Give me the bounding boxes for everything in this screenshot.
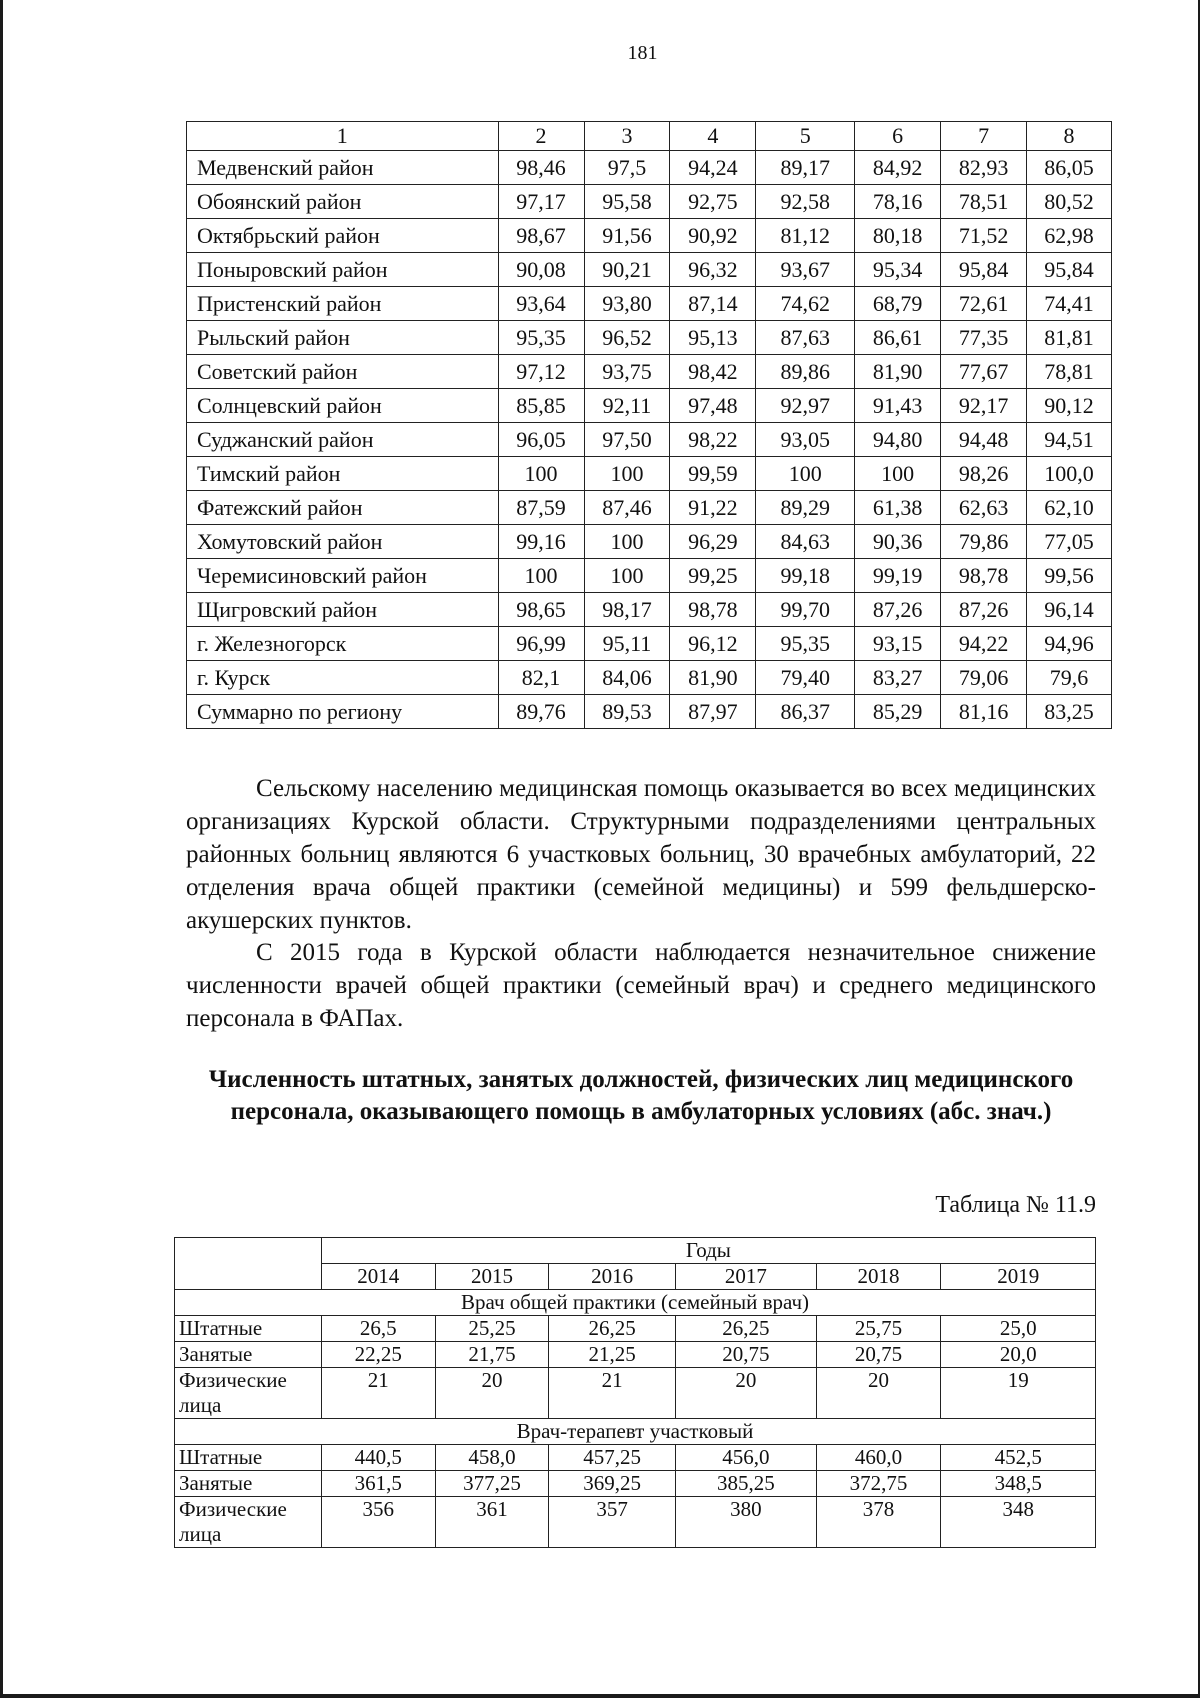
year-header: 2019 bbox=[941, 1264, 1096, 1290]
table-cell: 82,1 bbox=[498, 661, 584, 695]
table-cell: 81,16 bbox=[941, 695, 1027, 729]
table-cell: 100 bbox=[584, 559, 670, 593]
table-cell: 68,79 bbox=[855, 287, 941, 321]
years-label-row bbox=[175, 1238, 1096, 1264]
table-cell: 87,63 bbox=[756, 321, 855, 355]
table-cell: 62,98 bbox=[1027, 219, 1112, 253]
district-name: Обоянский район bbox=[187, 185, 499, 219]
table-cell: 80,18 bbox=[855, 219, 941, 253]
year-header: 2016 bbox=[549, 1264, 676, 1290]
table-cell: 87,97 bbox=[670, 695, 756, 729]
table-cell: 19 bbox=[941, 1368, 1096, 1419]
corner-cell bbox=[175, 1238, 322, 1290]
table-cell: 26,5 bbox=[321, 1316, 435, 1342]
paragraph-rural-care: Сельскому населению медицинская помощь оказывается во всех медицинских организациях Курской области. Структурными подразделениями центральных районных больниц являются 6 участковых больниц, 30 врачебных амбулаторий, 22 отделения врача общей практики (семейной медицины) и 599 фельдшерско-акушерских пунктов. bbox=[186, 775, 1096, 934]
table-cell: 80,52 bbox=[1027, 185, 1112, 219]
table-row bbox=[187, 525, 1112, 559]
district-name: Суммарно по региону bbox=[187, 695, 499, 729]
table-cell: 20 bbox=[816, 1368, 941, 1419]
table-cell: 98,22 bbox=[670, 423, 756, 457]
table-cell: 92,75 bbox=[670, 185, 756, 219]
table-row bbox=[187, 491, 1112, 525]
table-cell: 87,26 bbox=[855, 593, 941, 627]
column-number: 4 bbox=[670, 122, 756, 151]
table-cell: 99,56 bbox=[1027, 559, 1112, 593]
table-cell: 96,32 bbox=[670, 253, 756, 287]
staff-table bbox=[174, 1237, 1096, 1548]
table-row bbox=[187, 559, 1112, 593]
table-cell: 26,25 bbox=[549, 1316, 676, 1342]
district-name: Пристенский район bbox=[187, 287, 499, 321]
table-cell: 20 bbox=[676, 1368, 817, 1419]
section-title-cell: Врач общей практики (семейный врач) bbox=[175, 1290, 1096, 1316]
table-cell: 90,12 bbox=[1027, 389, 1112, 423]
district-name: Рыльский район bbox=[187, 321, 499, 355]
table-cell: 94,22 bbox=[941, 627, 1027, 661]
scan-edge-left bbox=[0, 0, 3, 1698]
table-cell: 26,25 bbox=[676, 1316, 817, 1342]
table-cell: 92,17 bbox=[941, 389, 1027, 423]
table-cell: 77,67 bbox=[941, 355, 1027, 389]
table-cell: 79,06 bbox=[941, 661, 1027, 695]
table-cell: 77,05 bbox=[1027, 525, 1112, 559]
table-cell: 78,81 bbox=[1027, 355, 1112, 389]
column-number: 1 bbox=[187, 122, 499, 151]
table-cell: 87,46 bbox=[584, 491, 670, 525]
table-cell: 377,25 bbox=[435, 1471, 549, 1497]
table-cell: 100 bbox=[855, 457, 941, 491]
table-cell: 20 bbox=[435, 1368, 549, 1419]
table-cell: 95,84 bbox=[941, 253, 1027, 287]
district-name: Октябрьский район bbox=[187, 219, 499, 253]
column-number: 7 bbox=[941, 122, 1027, 151]
row-label: Штатные bbox=[175, 1316, 322, 1342]
year-header: 2015 bbox=[435, 1264, 549, 1290]
table-cell: 71,52 bbox=[941, 219, 1027, 253]
table-cell: 89,76 bbox=[498, 695, 584, 729]
table-cell: 83,25 bbox=[1027, 695, 1112, 729]
table-row bbox=[187, 151, 1112, 185]
table-row bbox=[187, 627, 1112, 661]
table-cell: 96,12 bbox=[670, 627, 756, 661]
row-label: Занятые bbox=[175, 1342, 322, 1368]
table-cell: 458,0 bbox=[435, 1445, 549, 1471]
table-cell: 100 bbox=[584, 457, 670, 491]
table-cell: 90,08 bbox=[498, 253, 584, 287]
table-row bbox=[187, 185, 1112, 219]
table-cell: 92,97 bbox=[756, 389, 855, 423]
table-row bbox=[187, 253, 1112, 287]
table-cell: 98,26 bbox=[941, 457, 1027, 491]
district-name: Поныровский район bbox=[187, 253, 499, 287]
district-percent-table bbox=[186, 121, 1112, 729]
table-cell: 91,22 bbox=[670, 491, 756, 525]
district-name: Советский район bbox=[187, 355, 499, 389]
table-cell: 357 bbox=[549, 1497, 676, 1548]
table-cell: 93,05 bbox=[756, 423, 855, 457]
table-cell: 21 bbox=[549, 1368, 676, 1419]
table-cell: 89,53 bbox=[584, 695, 670, 729]
row-label: Физические лица bbox=[175, 1368, 322, 1419]
table-row bbox=[175, 1497, 1096, 1548]
table-cell: 95,34 bbox=[855, 253, 941, 287]
table-cell: 380 bbox=[676, 1497, 817, 1548]
table-cell: 94,80 bbox=[855, 423, 941, 457]
table-row bbox=[187, 355, 1112, 389]
table-cell: 89,86 bbox=[756, 355, 855, 389]
table-cell: 77,35 bbox=[941, 321, 1027, 355]
table-row bbox=[187, 287, 1112, 321]
table-row bbox=[187, 219, 1112, 253]
table-cell: 84,63 bbox=[756, 525, 855, 559]
district-name: Фатежский район bbox=[187, 491, 499, 525]
table-cell: 95,35 bbox=[498, 321, 584, 355]
table-cell: 81,90 bbox=[855, 355, 941, 389]
table-cell: 95,58 bbox=[584, 185, 670, 219]
year-header: 2014 bbox=[321, 1264, 435, 1290]
row-label: Занятые bbox=[175, 1471, 322, 1497]
table-row bbox=[175, 1445, 1096, 1471]
district-name: Суджанский район bbox=[187, 423, 499, 457]
column-number: 3 bbox=[584, 122, 670, 151]
row-label: Штатные bbox=[175, 1445, 322, 1471]
table-cell: 96,14 bbox=[1027, 593, 1112, 627]
table-cell: 85,85 bbox=[498, 389, 584, 423]
column-number: 8 bbox=[1027, 122, 1112, 151]
year-header: 2018 bbox=[816, 1264, 941, 1290]
table-cell: 95,35 bbox=[756, 627, 855, 661]
table-cell: 98,78 bbox=[941, 559, 1027, 593]
table-cell: 21,75 bbox=[435, 1342, 549, 1368]
table-cell: 74,41 bbox=[1027, 287, 1112, 321]
table-cell: 86,61 bbox=[855, 321, 941, 355]
table-cell: 90,21 bbox=[584, 253, 670, 287]
table-cell: 98,17 bbox=[584, 593, 670, 627]
table-cell: 97,48 bbox=[670, 389, 756, 423]
table-cell: 98,42 bbox=[670, 355, 756, 389]
district-name: Солнцевский район bbox=[187, 389, 499, 423]
table-cell: 100,0 bbox=[1027, 457, 1112, 491]
years-label: Годы bbox=[321, 1238, 1095, 1264]
table-cell: 92,58 bbox=[756, 185, 855, 219]
district-name: Медвенский район bbox=[187, 151, 499, 185]
table-cell: 86,05 bbox=[1027, 151, 1112, 185]
row-label: Физические лица bbox=[175, 1497, 322, 1548]
table-cell: 97,17 bbox=[498, 185, 584, 219]
table-cell: 81,81 bbox=[1027, 321, 1112, 355]
table-cell: 20,75 bbox=[676, 1342, 817, 1368]
table-cell: 99,18 bbox=[756, 559, 855, 593]
table-cell: 87,14 bbox=[670, 287, 756, 321]
column-number: 5 bbox=[756, 122, 855, 151]
table-cell: 100 bbox=[498, 559, 584, 593]
table-cell: 62,63 bbox=[941, 491, 1027, 525]
table-cell: 87,26 bbox=[941, 593, 1027, 627]
table-row bbox=[187, 423, 1112, 457]
table-cell: 457,25 bbox=[549, 1445, 676, 1471]
year-header: 2017 bbox=[676, 1264, 817, 1290]
section-row bbox=[175, 1419, 1096, 1445]
table-cell: 79,86 bbox=[941, 525, 1027, 559]
table-caption: Таблица № 11.9 bbox=[935, 1192, 1096, 1218]
table-cell: 82,93 bbox=[941, 151, 1027, 185]
table-cell: 84,92 bbox=[855, 151, 941, 185]
table-cell: 98,65 bbox=[498, 593, 584, 627]
table-cell: 99,25 bbox=[670, 559, 756, 593]
table-cell: 95,84 bbox=[1027, 253, 1112, 287]
table-cell: 94,24 bbox=[670, 151, 756, 185]
table-row bbox=[175, 1368, 1096, 1419]
district-name: Черемисиновский район bbox=[187, 559, 499, 593]
table-cell: 99,59 bbox=[670, 457, 756, 491]
district-name: г. Курск bbox=[187, 661, 499, 695]
table-row bbox=[187, 661, 1112, 695]
table-cell: 98,78 bbox=[670, 593, 756, 627]
paragraph-staff-trend: С 2015 года в Курской области наблюдается незначительное снижение численности врачей общей практики (семейный врач) и среднего медицинского персонала в ФАПах. bbox=[186, 939, 1096, 1032]
table-cell: 100 bbox=[498, 457, 584, 491]
table-cell: 21,25 bbox=[549, 1342, 676, 1368]
table-row bbox=[187, 389, 1112, 423]
table-cell: 93,80 bbox=[584, 287, 670, 321]
table-cell: 79,40 bbox=[756, 661, 855, 695]
table-cell: 378 bbox=[816, 1497, 941, 1548]
table-cell: 93,64 bbox=[498, 287, 584, 321]
table-cell: 99,19 bbox=[855, 559, 941, 593]
table-cell: 369,25 bbox=[549, 1471, 676, 1497]
table-cell: 81,12 bbox=[756, 219, 855, 253]
table-cell: 61,38 bbox=[855, 491, 941, 525]
table-cell: 89,29 bbox=[756, 491, 855, 525]
table-cell: 91,43 bbox=[855, 389, 941, 423]
table-cell: 456,0 bbox=[676, 1445, 817, 1471]
table-cell: 385,25 bbox=[676, 1471, 817, 1497]
table-cell: 89,17 bbox=[756, 151, 855, 185]
table-cell: 91,56 bbox=[584, 219, 670, 253]
page-number: 181 bbox=[627, 42, 658, 64]
table-cell: 361,5 bbox=[321, 1471, 435, 1497]
table-cell: 74,62 bbox=[756, 287, 855, 321]
table-cell: 452,5 bbox=[941, 1445, 1096, 1471]
table-cell: 96,05 bbox=[498, 423, 584, 457]
table-cell: 97,12 bbox=[498, 355, 584, 389]
table-cell: 440,5 bbox=[321, 1445, 435, 1471]
table-row bbox=[187, 457, 1112, 491]
table-cell: 93,67 bbox=[756, 253, 855, 287]
table-cell: 98,46 bbox=[498, 151, 584, 185]
table-cell: 100 bbox=[584, 525, 670, 559]
table-cell: 20,75 bbox=[816, 1342, 941, 1368]
table-cell: 84,06 bbox=[584, 661, 670, 695]
table-cell: 86,37 bbox=[756, 695, 855, 729]
section-title: Численность штатных, занятых должностей, физических лиц медицинского персонала, оказывающего помощь в амбулаторных условиях (абс. знач.) bbox=[208, 1066, 1074, 1125]
table-cell: 94,51 bbox=[1027, 423, 1112, 457]
table-cell: 96,29 bbox=[670, 525, 756, 559]
table-cell: 90,36 bbox=[855, 525, 941, 559]
table-cell: 22,25 bbox=[321, 1342, 435, 1368]
table-cell: 95,11 bbox=[584, 627, 670, 661]
district-name: Щигровский район bbox=[187, 593, 499, 627]
table-cell: 20,0 bbox=[941, 1342, 1096, 1368]
table-cell: 94,48 bbox=[941, 423, 1027, 457]
table-cell: 96,99 bbox=[498, 627, 584, 661]
table-cell: 25,25 bbox=[435, 1316, 549, 1342]
table-cell: 72,61 bbox=[941, 287, 1027, 321]
table-cell: 83,27 bbox=[855, 661, 941, 695]
table-row bbox=[187, 593, 1112, 627]
table-cell: 94,96 bbox=[1027, 627, 1112, 661]
table-cell: 96,52 bbox=[584, 321, 670, 355]
column-number: 6 bbox=[855, 122, 941, 151]
table-cell: 356 bbox=[321, 1497, 435, 1548]
table-cell: 460,0 bbox=[816, 1445, 941, 1471]
table-cell: 90,92 bbox=[670, 219, 756, 253]
table-cell: 25,0 bbox=[941, 1316, 1096, 1342]
table-cell: 79,6 bbox=[1027, 661, 1112, 695]
table-cell: 21 bbox=[321, 1368, 435, 1419]
table-cell: 100 bbox=[756, 457, 855, 491]
table-row bbox=[175, 1342, 1096, 1368]
table-cell: 98,67 bbox=[498, 219, 584, 253]
table-cell: 81,90 bbox=[670, 661, 756, 695]
table-row bbox=[187, 695, 1112, 729]
table-cell: 348,5 bbox=[941, 1471, 1096, 1497]
table-row bbox=[187, 321, 1112, 355]
table-cell: 361 bbox=[435, 1497, 549, 1548]
table-cell: 97,5 bbox=[584, 151, 670, 185]
table-row bbox=[175, 1471, 1096, 1497]
table-cell: 78,51 bbox=[941, 185, 1027, 219]
table-cell: 85,29 bbox=[855, 695, 941, 729]
table-cell: 99,16 bbox=[498, 525, 584, 559]
table-cell: 87,59 bbox=[498, 491, 584, 525]
section-title-cell: Врач-терапевт участковый bbox=[175, 1419, 1096, 1445]
table-header-row bbox=[187, 122, 1112, 151]
table-cell: 97,50 bbox=[584, 423, 670, 457]
table-cell: 25,75 bbox=[816, 1316, 941, 1342]
scan-edge-bottom bbox=[0, 1694, 1200, 1698]
section-row bbox=[175, 1290, 1096, 1316]
table-cell: 348 bbox=[941, 1497, 1096, 1548]
table-row bbox=[175, 1316, 1096, 1342]
table-cell: 78,16 bbox=[855, 185, 941, 219]
table-cell: 99,70 bbox=[756, 593, 855, 627]
district-name: Хомутовский район bbox=[187, 525, 499, 559]
table-cell: 92,11 bbox=[584, 389, 670, 423]
table-cell: 95,13 bbox=[670, 321, 756, 355]
table-cell: 372,75 bbox=[816, 1471, 941, 1497]
district-name: Тимский район bbox=[187, 457, 499, 491]
column-number: 2 bbox=[498, 122, 584, 151]
table-cell: 62,10 bbox=[1027, 491, 1112, 525]
table-cell: 93,15 bbox=[855, 627, 941, 661]
table-cell: 93,75 bbox=[584, 355, 670, 389]
district-name: г. Железногорск bbox=[187, 627, 499, 661]
